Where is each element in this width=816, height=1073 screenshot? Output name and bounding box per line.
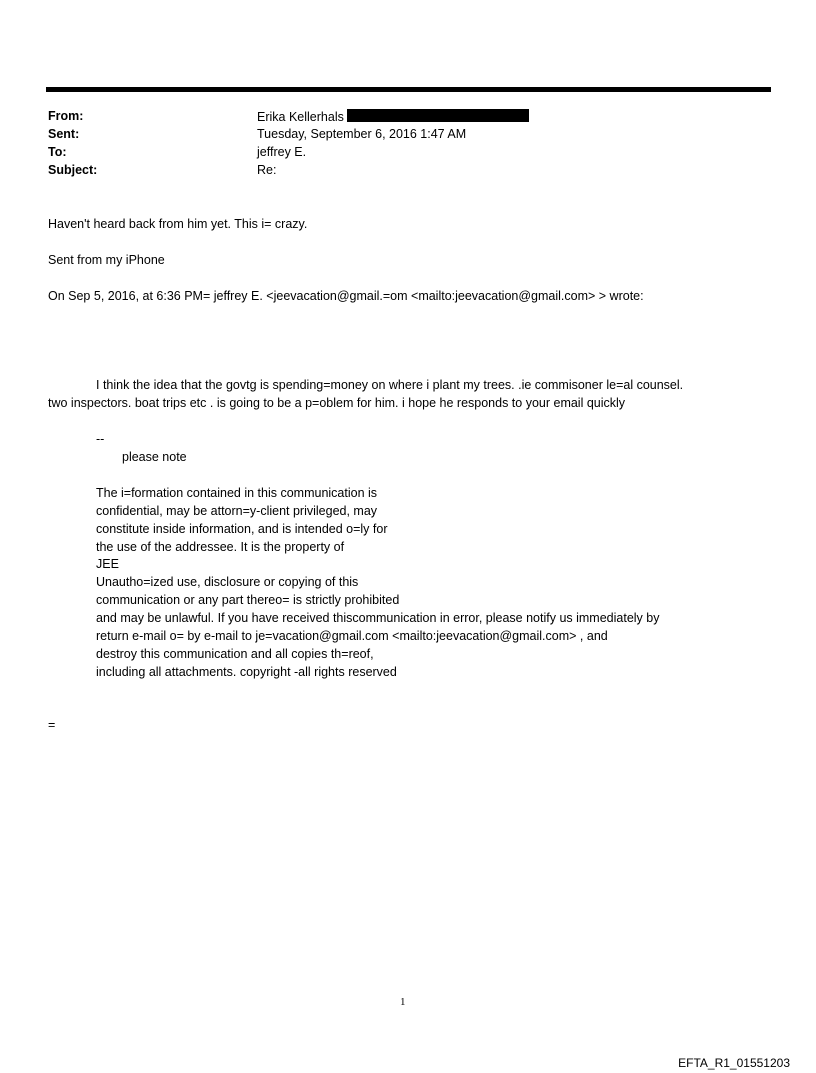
disclaimer-line: communication or any part thereo= is strictly prohibited (96, 593, 400, 607)
disclaimer-line: and may be unlawful. If you have received thiscommunication in error, please notify us immediately by (96, 611, 660, 625)
subject-value: Re: (257, 163, 277, 177)
disclaimer-line: confidential, may be attorn=y-client privileged, may (96, 504, 378, 518)
page-number: 1 (400, 996, 406, 1008)
to-row (48, 145, 768, 163)
bates-number: EFTA_R1_01551203 (678, 1056, 790, 1070)
subject-label: Subject: (48, 163, 98, 177)
quote-intro: On Sep 5, 2016, at 6:36 PM= jeffrey E. <jeevacation@gmail.=om <mailto:jeevacation@gmail.com> > wrote: (48, 289, 644, 303)
disclaimer-line: including all attachments. copyright -all rights reserved (96, 665, 397, 679)
from-value (257, 109, 529, 124)
disclaimer-line: return e-mail o= by e-mail to je=vacation@gmail.com <mailto:jeevacation@gmail.com> , and (96, 629, 608, 643)
sent-row (48, 127, 768, 145)
disclaimer-line: JEE (96, 557, 119, 571)
sent-label: Sent: (48, 127, 80, 141)
signature-line: Sent from my iPhone (48, 253, 165, 267)
quoted-line-1: I think the idea that the govtg is spending=money on where i plant my trees. .ie commisoner le=al counsel. (96, 378, 684, 392)
subject-row (48, 163, 768, 181)
message-line: Haven't heard back from him yet. This i= crazy. (48, 217, 308, 231)
disclaimer-line: the use of the addressee. It is the property of (96, 540, 345, 554)
header-rule (46, 87, 771, 92)
from-row (48, 109, 768, 127)
to-value: jeffrey E. (257, 145, 307, 159)
from-label: From: (48, 109, 84, 123)
disclaimer-line: constitute inside information, and is intended o=ly for (96, 522, 388, 536)
quoted-line-2: two inspectors. boat trips etc . is going to be a p=oblem for him. i hope he responds to your email quickly (48, 396, 626, 410)
disclaimer-line: The i=formation contained in this communication is (96, 486, 378, 500)
sender-name: Erika Kellerhals (257, 110, 344, 124)
trailing-equals: = (48, 718, 56, 732)
disclaimer-line: Unautho=ized use, disclosure or copying of this (96, 575, 359, 589)
sent-value: Tuesday, September 6, 2016 1:47 AM (257, 127, 467, 141)
disclaimer-line: destroy this communication and all copies th=reof, (96, 647, 374, 661)
separator: -- (96, 432, 105, 446)
redaction-bar (347, 109, 529, 122)
to-label: To: (48, 145, 67, 159)
please-note: please note (122, 450, 187, 464)
